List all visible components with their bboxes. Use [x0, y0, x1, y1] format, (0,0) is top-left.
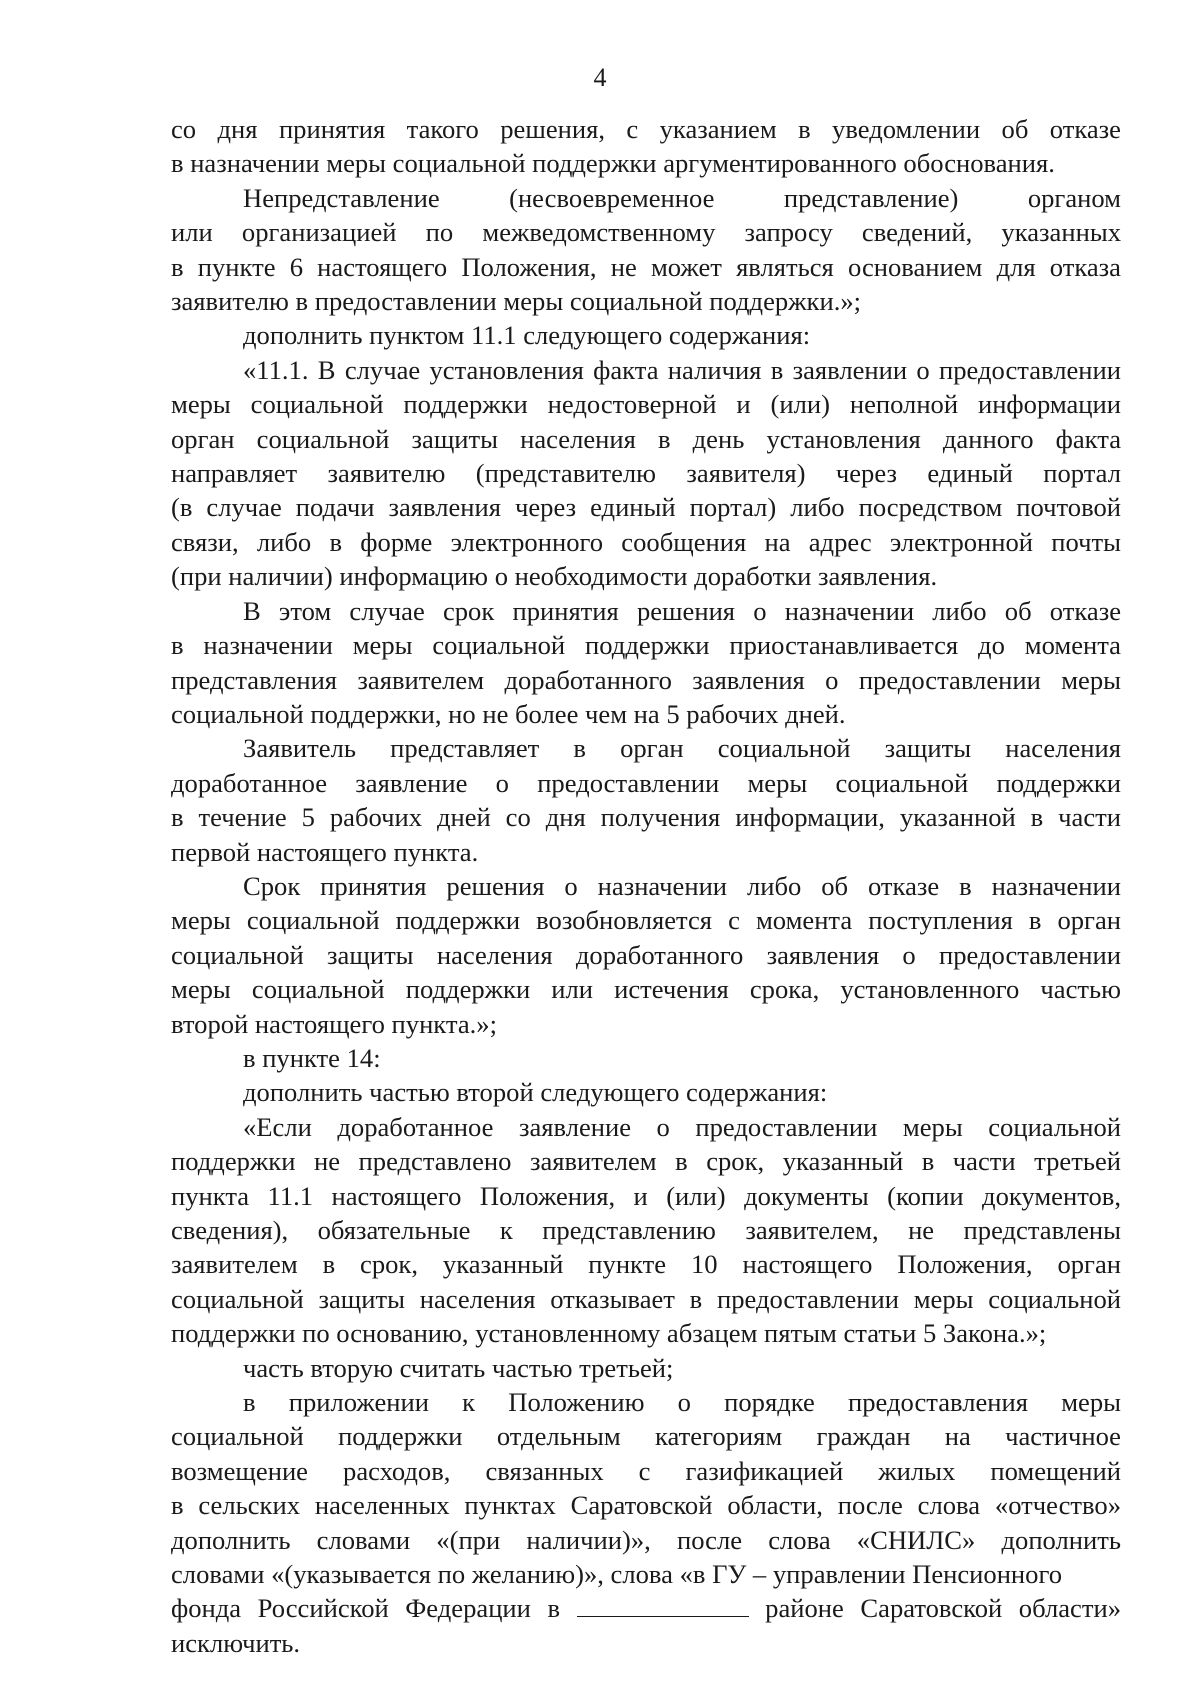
text-line: представления заявителем доработанного заявления о предоставлении меры [171, 664, 1121, 695]
text-line: заявителем в срок, указанный пункте 10 настоящего Положения, орган [171, 1249, 1121, 1280]
text-line: направляет заявителю (представителю заявителя) через единый портал [171, 458, 1121, 489]
text-line: социальной поддержки, но не более чем на 5 рабочих дней. [171, 698, 846, 729]
text-line: в сельских населенных пунктах Саратовской области, после слова «отчество» [171, 1490, 1121, 1521]
text-line: «11.1. В случае установления факта наличия в заявлении о предоставлении [243, 354, 1121, 385]
text-line: дополнить пунктом 11.1 следующего содержания: [243, 320, 811, 351]
document-body [171, 112, 1121, 1660]
text-line: дополнить частью второй следующего содержания: [243, 1077, 828, 1108]
text-line: дополнить словами «(при наличии)», после слова «СНИЛС» дополнить [171, 1524, 1121, 1555]
text-line: со дня принятия такого решения, с указанием в уведомлении об отказе [171, 114, 1121, 144]
text-line: меры социальной поддержки недостоверной и (или) неполной информации [171, 389, 1121, 420]
text-line: пункта 11.1 настоящего Положения, и (или) документы (копии документов, [171, 1180, 1121, 1211]
text-line: орган социальной защиты населения в день установления данного факта [171, 423, 1121, 454]
text-line: в приложении к Положению о порядке предоставления меры [243, 1387, 1121, 1418]
text-before-blank: фонда Российской Федерации в [171, 1593, 561, 1624]
text-line: поддержки по основанию, установленному абзацем пятым статьи 5 Закона.»; [171, 1318, 1047, 1349]
text-line: «Если доработанное заявление о предоставлении меры социальной [243, 1111, 1121, 1142]
text-line: меры социальной поддержки или истечения срока, установленного частью [171, 974, 1121, 1005]
text-line: связи, либо в форме электронного сообщения на адрес электронной почты [171, 526, 1121, 557]
text-line: в пункте 14: [243, 1042, 381, 1073]
text-line: доработанное заявление о предоставлении меры социальной поддержки [171, 767, 1121, 798]
text-line: Срок принятия решения о назначении либо об отказе в назначении [243, 870, 1121, 901]
text-line: (при наличии) информацию о необходимости доработки заявления. [171, 561, 938, 592]
text-after-blank: районе Саратовской области» [765, 1593, 1121, 1624]
text-line: меры социальной поддержки возобновляется с момента поступления в орган [171, 905, 1121, 936]
text-line: поддержки не представлено заявителем в срок, указанный в части третьей [171, 1146, 1121, 1177]
text-line: исключить. [171, 1627, 301, 1658]
text-line: в назначении меры социальной поддержки аргументированного обоснования. [171, 148, 1055, 179]
text-line: Непредставление (несвоевременное представление) органом [243, 182, 1121, 213]
text-line: социальной защиты населения доработанного заявления о предоставлении [171, 939, 1121, 970]
text-line: возмещение расходов, связанных с газификацией жилых помещений [171, 1455, 1121, 1486]
text-line: или организацией по межведомственному запросу сведений, указанных [171, 217, 1121, 248]
text-line: словами «(указывается по желанию)», слова «в ГУ – управлении Пенсионного [171, 1559, 1062, 1590]
text-line: в назначении меры социальной поддержки приостанавливается до момента [171, 630, 1121, 661]
text-line: (в случае подачи заявления через единый портал) либо посредством почтовой [171, 492, 1121, 523]
text-line: социальной защиты населения отказывает в предоставлении меры социальной [171, 1283, 1121, 1314]
text-line: Заявитель представляет в орган социальной защиты населения [243, 733, 1121, 764]
blank-fill-line [577, 1594, 749, 1617]
text-line: социальной поддержки отдельным категориям граждан на частичное [171, 1421, 1121, 1452]
text-line: в пункте 6 настоящего Положения, не может являться основанием для отказа [171, 251, 1121, 282]
text-line: в течение 5 рабочих дней со дня получения информации, указанной в части [171, 802, 1121, 833]
text-line: часть вторую считать частью третьей; [243, 1352, 674, 1383]
text-line-with-blank [171, 1591, 1121, 1625]
page-number: 4 [593, 63, 607, 92]
text-line: заявителю в предоставлении меры социальной поддержки.»; [171, 286, 862, 317]
text-line: первой настоящего пункта. [171, 836, 479, 867]
text-line: В этом случае срок принятия решения о назначении либо об отказе [243, 595, 1121, 626]
text-line: второй настоящего пункта.»; [171, 1008, 497, 1039]
text-line: сведения), обязательные к представлению заявителем, не представлены [171, 1215, 1121, 1245]
